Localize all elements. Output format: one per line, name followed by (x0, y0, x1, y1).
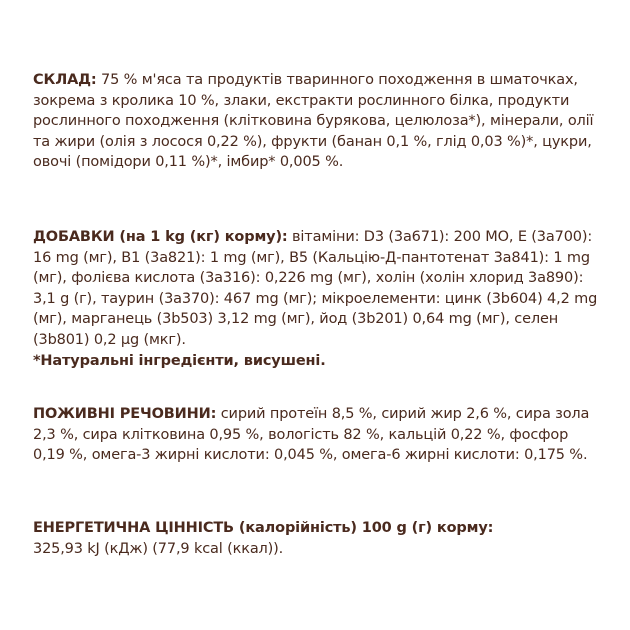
energy-text: 325,93 kJ (кДж) (77,9 kcal (ккал)). (33, 540, 284, 557)
energy-label: ЕНЕРГЕТИЧНА ЦІННІСТЬ (калорійність) 100 g (г) корму: (33, 520, 494, 536)
natural-ingredients-note: *Натуральні інгредієнти, висушені. (33, 352, 326, 369)
nutrients-section (33, 404, 603, 466)
nutrients-label: ПОЖИВНІ РЕЧОВИНИ: (33, 406, 217, 422)
energy-section (33, 518, 603, 559)
additives-text: вітаміни: D3 (3a671): 200 МО, Е (3a700): 16 mg (мг), B1 (3a821): 1 mg (мг), B5 (Кальцію-Д-пантотенат 3a841): 1 mg (мг), фолієва кислота (3a316): 0,226 mg (мг), холін (холін хлорид 3a890): 3,1 g (г), таурин (3a370): 467 mg (мг); мікроелементи: цинк (3b604) 4,2 mg (мг), марганець (3b503) 3,12 mg (мг), йод (3b201) 0,64 mg (мг), селен (3b801) 0,2 µg (мкг). (33, 229, 598, 348)
composition-label: СКЛАД: (33, 72, 97, 88)
additives-label: ДОБАВКИ (на 1 kg (кг) корму): (33, 229, 288, 245)
nutrients-text: сирий протеїн 8,5 %, сирий жир 2,6 %, сира зола 2,3 %, сира клітковина 0,95 %, вологість 82 %, кальцій 0,22 %, фосфор 0,19 %, омега-3 жирні кислоти: 0,045 %, омега-6 жирні кислоти: 0,175 %. (33, 406, 590, 464)
composition-text: 75 % м'яса та продуктів тваринного походження в шматочках, зокрема з кролика 10 %, злаки, екстракти рослинного білка, продукти рослинного походження (клітковина бурякова, целюлоза*), мінерали, олії та жири (олія з лосося 0,22 %), фрукти (банан 0,1 %, глід 0,03 %)*, цукри, овочі (помідори 0,11 %)*, імбир* 0,005 %. (33, 72, 594, 171)
composition-section (33, 70, 603, 173)
additives-section (33, 227, 603, 371)
